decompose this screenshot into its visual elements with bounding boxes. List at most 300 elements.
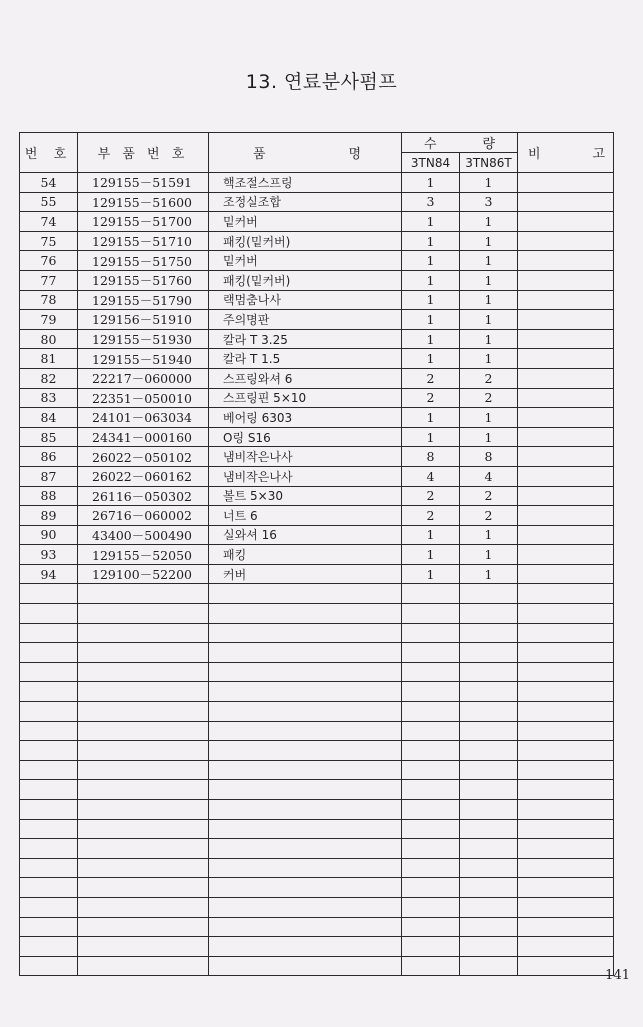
cell-qty-3tn86t: 1 <box>460 270 518 290</box>
cell-qty-3tn86t: 1 <box>460 329 518 349</box>
empty-row <box>20 956 614 976</box>
cell-name: 실와셔 16 <box>209 525 402 545</box>
cell-name: 베어링 6303 <box>209 408 402 428</box>
cell-qty-3tn84 <box>402 819 460 839</box>
header-no: 번 호 <box>20 133 78 173</box>
cell-part-no: 129156－51910 <box>78 310 209 330</box>
empty-row <box>20 643 614 663</box>
cell-qty-3tn86t <box>460 604 518 624</box>
cell-remarks <box>518 741 614 761</box>
cell-qty-3tn84: 2 <box>402 486 460 506</box>
cell-name <box>209 584 402 604</box>
cell-qty-3tn84: 1 <box>402 525 460 545</box>
cell-name <box>209 858 402 878</box>
cell-qty-3tn86t: 1 <box>460 525 518 545</box>
cell-no <box>20 643 78 663</box>
cell-no: 81 <box>20 349 78 369</box>
cell-qty-3tn84: 1 <box>402 564 460 584</box>
cell-qty-3tn84 <box>402 760 460 780</box>
cell-no: 93 <box>20 545 78 565</box>
cell-qty-3tn84 <box>402 839 460 859</box>
cell-part-no: 129155－51760 <box>78 270 209 290</box>
cell-qty-3tn84: 1 <box>402 212 460 232</box>
cell-qty-3tn86t <box>460 702 518 722</box>
cell-no: 82 <box>20 368 78 388</box>
empty-row <box>20 878 614 898</box>
cell-no <box>20 584 78 604</box>
cell-part-no <box>78 858 209 878</box>
cell-part-no: 129155－51790 <box>78 290 209 310</box>
cell-remarks <box>518 956 614 976</box>
cell-qty-3tn84: 1 <box>402 310 460 330</box>
cell-name: 칼라 T 3.25 <box>209 329 402 349</box>
cell-part-no: 129155－51940 <box>78 349 209 369</box>
cell-remarks <box>518 408 614 428</box>
cell-qty-3tn86t: 1 <box>460 349 518 369</box>
cell-qty-3tn86t: 1 <box>460 290 518 310</box>
cell-part-no: 26716－060002 <box>78 506 209 526</box>
header-row-1 <box>20 133 614 153</box>
cell-qty-3tn86t: 3 <box>460 192 518 212</box>
cell-qty-3tn84: 8 <box>402 447 460 467</box>
page-title: 13. 연료분사펌프 <box>245 71 398 93</box>
cell-no <box>20 800 78 820</box>
cell-name: 칼라 T 1.5 <box>209 349 402 369</box>
table-row <box>20 564 614 584</box>
cell-name <box>209 800 402 820</box>
cell-remarks <box>518 702 614 722</box>
cell-no: 94 <box>20 564 78 584</box>
cell-name <box>209 780 402 800</box>
cell-name: 냄비작은나사 <box>209 466 402 486</box>
header-name-left: 품 <box>253 147 266 162</box>
cell-remarks <box>518 682 614 702</box>
cell-no: 84 <box>20 408 78 428</box>
cell-qty-3tn86t <box>460 643 518 663</box>
page-number: 141 <box>605 968 630 983</box>
cell-no <box>20 878 78 898</box>
cell-part-no: 129155－52050 <box>78 545 209 565</box>
cell-name: 볼트 5×30 <box>209 486 402 506</box>
cell-part-no <box>78 780 209 800</box>
cell-part-no <box>78 760 209 780</box>
cell-name <box>209 897 402 917</box>
cell-no <box>20 682 78 702</box>
cell-qty-3tn84 <box>402 643 460 663</box>
header-qty <box>402 133 518 153</box>
table-row <box>20 368 614 388</box>
cell-qty-3tn84: 1 <box>402 329 460 349</box>
cell-qty-3tn84 <box>402 682 460 702</box>
cell-remarks <box>518 604 614 624</box>
cell-remarks <box>518 388 614 408</box>
cell-name <box>209 819 402 839</box>
cell-no: 80 <box>20 329 78 349</box>
cell-name: 패킹 <box>209 545 402 565</box>
table-row <box>20 525 614 545</box>
cell-no: 76 <box>20 251 78 271</box>
cell-qty-3tn84: 1 <box>402 270 460 290</box>
cell-no <box>20 662 78 682</box>
empty-row <box>20 682 614 702</box>
cell-qty-3tn84: 1 <box>402 290 460 310</box>
table-row <box>20 466 614 486</box>
cell-part-no <box>78 839 209 859</box>
cell-part-no: 26022－050102 <box>78 447 209 467</box>
empty-row <box>20 858 614 878</box>
cell-qty-3tn84 <box>402 937 460 957</box>
cell-part-no <box>78 662 209 682</box>
cell-qty-3tn86t: 2 <box>460 388 518 408</box>
cell-name <box>209 604 402 624</box>
cell-part-no <box>78 682 209 702</box>
cell-no <box>20 604 78 624</box>
cell-qty-3tn86t <box>460 878 518 898</box>
empty-row <box>20 760 614 780</box>
cell-qty-3tn86t: 1 <box>460 173 518 193</box>
cell-part-no: 22351－050010 <box>78 388 209 408</box>
cell-remarks <box>518 173 614 193</box>
cell-qty-3tn84: 2 <box>402 388 460 408</box>
cell-no <box>20 760 78 780</box>
cell-qty-3tn86t: 1 <box>460 251 518 271</box>
cell-name <box>209 702 402 722</box>
cell-no <box>20 897 78 917</box>
cell-no <box>20 937 78 957</box>
cell-no: 88 <box>20 486 78 506</box>
cell-qty-3tn84: 1 <box>402 231 460 251</box>
cell-no <box>20 623 78 643</box>
empty-row <box>20 721 614 741</box>
empty-row <box>20 623 614 643</box>
cell-name <box>209 623 402 643</box>
empty-row <box>20 819 614 839</box>
cell-no: 78 <box>20 290 78 310</box>
empty-row <box>20 662 614 682</box>
cell-remarks <box>518 270 614 290</box>
cell-name: 스프링핀 5×10 <box>209 388 402 408</box>
cell-qty-3tn86t <box>460 839 518 859</box>
cell-part-no: 129155－51591 <box>78 173 209 193</box>
cell-name: 너트 6 <box>209 506 402 526</box>
empty-row <box>20 584 614 604</box>
cell-no: 77 <box>20 270 78 290</box>
cell-name <box>209 956 402 976</box>
table-row <box>20 545 614 565</box>
cell-remarks <box>518 937 614 957</box>
cell-qty-3tn86t: 1 <box>460 564 518 584</box>
cell-no <box>20 839 78 859</box>
cell-part-no: 129155－51600 <box>78 192 209 212</box>
cell-qty-3tn86t: 2 <box>460 506 518 526</box>
table-row <box>20 447 614 467</box>
table-row <box>20 192 614 212</box>
header-model-3tn84: 3TN84 <box>402 153 460 173</box>
cell-qty-3tn84 <box>402 858 460 878</box>
cell-qty-3tn86t <box>460 623 518 643</box>
cell-qty-3tn86t: 2 <box>460 368 518 388</box>
cell-qty-3tn86t <box>460 682 518 702</box>
cell-remarks <box>518 623 614 643</box>
cell-remarks <box>518 251 614 271</box>
cell-remarks <box>518 192 614 212</box>
cell-qty-3tn86t <box>460 662 518 682</box>
cell-name: 커버 <box>209 564 402 584</box>
cell-no: 74 <box>20 212 78 232</box>
cell-qty-3tn84 <box>402 702 460 722</box>
cell-no <box>20 780 78 800</box>
cell-part-no: 24341－000160 <box>78 427 209 447</box>
header-remarks-left: 비 <box>528 147 541 162</box>
cell-remarks <box>518 310 614 330</box>
cell-qty-3tn86t: 1 <box>460 310 518 330</box>
table-body <box>20 173 614 976</box>
cell-no: 55 <box>20 192 78 212</box>
cell-remarks <box>518 564 614 584</box>
header-name <box>209 133 402 173</box>
cell-remarks <box>518 721 614 741</box>
cell-qty-3tn86t <box>460 897 518 917</box>
cell-name <box>209 937 402 957</box>
cell-name: 밑커버 <box>209 251 402 271</box>
cell-qty-3tn84: 1 <box>402 408 460 428</box>
cell-remarks <box>518 643 614 663</box>
cell-part-no <box>78 956 209 976</box>
cell-no <box>20 721 78 741</box>
cell-qty-3tn84: 1 <box>402 173 460 193</box>
table-row <box>20 506 614 526</box>
empty-row <box>20 741 614 761</box>
cell-qty-3tn86t <box>460 721 518 741</box>
cell-name: O링 S16 <box>209 427 402 447</box>
table-row <box>20 251 614 271</box>
cell-qty-3tn84 <box>402 878 460 898</box>
cell-qty-3tn84: 4 <box>402 466 460 486</box>
cell-no: 87 <box>20 466 78 486</box>
cell-name: 조정실조합 <box>209 192 402 212</box>
cell-qty-3tn84 <box>402 897 460 917</box>
cell-part-no: 22217－060000 <box>78 368 209 388</box>
cell-qty-3tn86t <box>460 584 518 604</box>
cell-qty-3tn84 <box>402 780 460 800</box>
cell-qty-3tn86t: 1 <box>460 545 518 565</box>
cell-part-no <box>78 917 209 937</box>
cell-no: 75 <box>20 231 78 251</box>
cell-qty-3tn84: 3 <box>402 192 460 212</box>
cell-part-no <box>78 623 209 643</box>
header-remarks-right: 고 <box>592 147 605 162</box>
cell-remarks <box>518 662 614 682</box>
cell-remarks <box>518 349 614 369</box>
cell-name <box>209 839 402 859</box>
cell-qty-3tn84 <box>402 662 460 682</box>
cell-no <box>20 858 78 878</box>
cell-name <box>209 741 402 761</box>
cell-name <box>209 662 402 682</box>
cell-qty-3tn86t <box>460 760 518 780</box>
cell-part-no <box>78 897 209 917</box>
cell-qty-3tn86t <box>460 917 518 937</box>
cell-part-no <box>78 721 209 741</box>
empty-row <box>20 780 614 800</box>
cell-remarks <box>518 545 614 565</box>
cell-remarks <box>518 212 614 232</box>
table-row <box>20 408 614 428</box>
cell-no: 54 <box>20 173 78 193</box>
cell-part-no: 129155－51930 <box>78 329 209 349</box>
header-qty-left: 수 <box>424 137 437 152</box>
header-name-right: 명 <box>348 147 361 162</box>
cell-qty-3tn86t: 2 <box>460 486 518 506</box>
cell-remarks <box>518 290 614 310</box>
header-model-3tn86t: 3TN86T <box>460 153 518 173</box>
table-row <box>20 231 614 251</box>
cell-name <box>209 682 402 702</box>
cell-name <box>209 878 402 898</box>
cell-remarks <box>518 368 614 388</box>
cell-remarks <box>518 427 614 447</box>
cell-no: 83 <box>20 388 78 408</box>
empty-row <box>20 897 614 917</box>
cell-part-no <box>78 937 209 957</box>
cell-part-no: 129155－51700 <box>78 212 209 232</box>
cell-qty-3tn86t: 1 <box>460 231 518 251</box>
cell-no <box>20 819 78 839</box>
cell-remarks <box>518 329 614 349</box>
cell-no <box>20 741 78 761</box>
cell-qty-3tn86t <box>460 780 518 800</box>
cell-qty-3tn84 <box>402 800 460 820</box>
parts-table <box>19 132 614 976</box>
cell-remarks <box>518 447 614 467</box>
cell-qty-3tn86t <box>460 956 518 976</box>
cell-remarks <box>518 917 614 937</box>
cell-qty-3tn86t: 8 <box>460 447 518 467</box>
table-row <box>20 329 614 349</box>
cell-qty-3tn86t: 1 <box>460 212 518 232</box>
table-row <box>20 349 614 369</box>
cell-part-no: 129155－51750 <box>78 251 209 271</box>
cell-qty-3tn86t <box>460 800 518 820</box>
cell-remarks <box>518 231 614 251</box>
cell-qty-3tn84 <box>402 956 460 976</box>
table-row <box>20 212 614 232</box>
cell-no <box>20 917 78 937</box>
table-row <box>20 173 614 193</box>
cell-no: 90 <box>20 525 78 545</box>
cell-remarks <box>518 506 614 526</box>
table-row <box>20 310 614 330</box>
cell-no: 79 <box>20 310 78 330</box>
cell-part-no <box>78 643 209 663</box>
cell-name: 핵조절스프링 <box>209 173 402 193</box>
cell-part-no <box>78 702 209 722</box>
cell-no <box>20 956 78 976</box>
table-row <box>20 290 614 310</box>
empty-row <box>20 800 614 820</box>
cell-qty-3tn86t <box>460 741 518 761</box>
empty-row <box>20 604 614 624</box>
cell-part-no <box>78 878 209 898</box>
cell-name <box>209 721 402 741</box>
cell-name: 랙멈춤나사 <box>209 290 402 310</box>
cell-name: 밑커버 <box>209 212 402 232</box>
cell-remarks <box>518 486 614 506</box>
table-row <box>20 486 614 506</box>
cell-qty-3tn84 <box>402 584 460 604</box>
cell-qty-3tn86t: 4 <box>460 466 518 486</box>
cell-part-no <box>78 819 209 839</box>
cell-part-no: 24101－063034 <box>78 408 209 428</box>
cell-remarks <box>518 878 614 898</box>
header-part-no: 부 품 번 호 <box>78 133 209 173</box>
cell-part-no <box>78 584 209 604</box>
cell-qty-3tn86t <box>460 858 518 878</box>
cell-remarks <box>518 800 614 820</box>
cell-qty-3tn84: 2 <box>402 368 460 388</box>
cell-no: 85 <box>20 427 78 447</box>
empty-row <box>20 839 614 859</box>
cell-part-no: 129155－51710 <box>78 231 209 251</box>
cell-qty-3tn84: 2 <box>402 506 460 526</box>
cell-no <box>20 702 78 722</box>
empty-row <box>20 702 614 722</box>
cell-name <box>209 760 402 780</box>
cell-no: 89 <box>20 506 78 526</box>
cell-name: 냄비작은나사 <box>209 447 402 467</box>
cell-qty-3tn86t <box>460 937 518 957</box>
cell-remarks <box>518 858 614 878</box>
cell-remarks <box>518 839 614 859</box>
cell-part-no: 43400－500490 <box>78 525 209 545</box>
cell-part-no: 129100－52200 <box>78 564 209 584</box>
cell-qty-3tn84: 1 <box>402 251 460 271</box>
cell-name <box>209 917 402 937</box>
cell-remarks <box>518 466 614 486</box>
cell-qty-3tn84 <box>402 604 460 624</box>
cell-no: 86 <box>20 447 78 467</box>
cell-part-no: 26022－060162 <box>78 466 209 486</box>
empty-row <box>20 937 614 957</box>
cell-qty-3tn84 <box>402 623 460 643</box>
cell-qty-3tn86t: 1 <box>460 408 518 428</box>
cell-remarks <box>518 819 614 839</box>
cell-remarks <box>518 525 614 545</box>
cell-qty-3tn84: 1 <box>402 349 460 369</box>
cell-part-no <box>78 741 209 761</box>
cell-name: 패킹(밑커버) <box>209 270 402 290</box>
table-row <box>20 388 614 408</box>
cell-part-no <box>78 604 209 624</box>
cell-qty-3tn84 <box>402 917 460 937</box>
cell-name: 스프링와셔 6 <box>209 368 402 388</box>
header-qty-right: 량 <box>482 137 495 152</box>
cell-qty-3tn84 <box>402 721 460 741</box>
cell-qty-3tn86t <box>460 819 518 839</box>
cell-part-no: 26116－050302 <box>78 486 209 506</box>
cell-name: 주의명판 <box>209 310 402 330</box>
table-row <box>20 427 614 447</box>
cell-qty-3tn84: 1 <box>402 545 460 565</box>
cell-qty-3tn84: 1 <box>402 427 460 447</box>
cell-qty-3tn86t: 1 <box>460 427 518 447</box>
cell-name <box>209 643 402 663</box>
table-row <box>20 270 614 290</box>
header-remarks <box>518 133 614 173</box>
empty-row <box>20 917 614 937</box>
cell-remarks <box>518 897 614 917</box>
cell-qty-3tn84 <box>402 741 460 761</box>
